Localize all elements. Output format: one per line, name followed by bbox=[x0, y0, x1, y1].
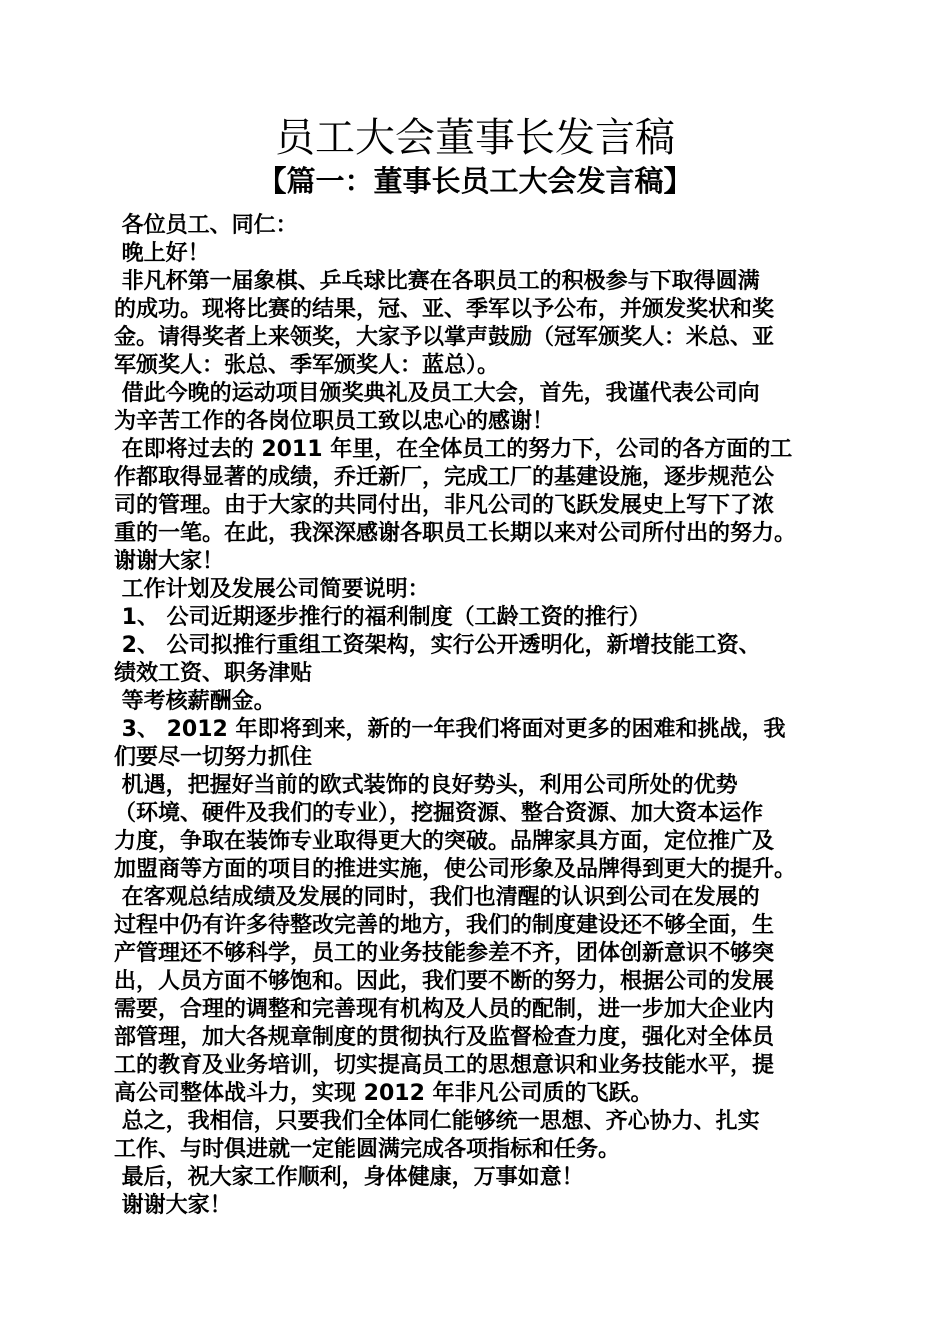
text-line: 作都取得显著的成绩，乔迁新厂，完成工厂的基建设施，逐步规范公 bbox=[114, 465, 775, 490]
text-line: 2、 公司拟推行重组工资架构，实行公开透明化，新增技能工资、 bbox=[114, 633, 761, 658]
text-line: 在客观总结成绩及发展的同时，我们也清醒的认识到公司在发展的 bbox=[114, 885, 760, 910]
text-line: 绩效工资、职务津贴 bbox=[114, 661, 313, 686]
text-line: 非凡杯第一届象棋、乒乓球比赛在各职员工的积极参与下取得圆满 bbox=[114, 269, 760, 294]
text-line: 1、 公司近期逐步推行的福利制度（工龄工资的推行） bbox=[114, 605, 651, 630]
document-body bbox=[114, 212, 850, 1220]
text-line: 们要尽一切努力抓住 bbox=[114, 745, 313, 770]
text-line: 出，人员方面不够饱和。因此，我们要不断的努力，根据公司的发展 bbox=[114, 969, 775, 994]
document-subtitle: 【篇一：董事长员工大会发言稿】 bbox=[257, 164, 693, 198]
text-line: 的成功。现将比赛的结果，冠、亚、季军以予公布，并颁发奖状和奖 bbox=[114, 297, 775, 322]
text-line: 产管理还不够科学，员工的业务技能参差不齐，团体创新意识不够突 bbox=[114, 941, 775, 966]
text-line: 部管理，加大各规章制度的贯彻执行及监督检查力度，强化对全体员 bbox=[114, 1025, 775, 1050]
text-line: 力度，争取在装饰专业取得更大的突破。品牌家具方面，定位推广及 bbox=[114, 829, 775, 854]
text-line: 机遇，把握好当前的欧式装饰的良好势头，利用公司所处的优势 bbox=[114, 773, 738, 798]
text-line: 工的教育及业务培训，切实提高员工的思想意识和业务技能水平，提 bbox=[114, 1053, 775, 1078]
text-line: 最后，祝大家工作顺利，身体健康，万事如意！ bbox=[114, 1165, 584, 1190]
text-line: 在即将过去的 2011 年里，在全体员工的努力下，公司的各方面的工 bbox=[114, 437, 793, 462]
text-line: 军颁奖人：张总、季军颁奖人：蓝总）。 bbox=[114, 353, 500, 378]
text-line: 重的一笔。在此，我深深感谢各职员工长期以来对公司所付出的努力。 bbox=[114, 521, 797, 546]
text-line: 工作计划及发展公司简要说明： bbox=[114, 577, 430, 602]
text-line: （环境、硬件及我们的专业），挖掘资源、整合资源、加大资本运作 bbox=[114, 801, 764, 826]
text-line: 加盟商等方面的项目的推进实施，使公司形象及品牌得到更大的提升。 bbox=[114, 857, 797, 882]
text-line: 高公司整体战斗力，实现 2012 年非凡公司质的飞跃。 bbox=[114, 1081, 653, 1106]
text-line: 司的管理。由于大家的共同付出，非凡公司的飞跃发展史上写下了浓 bbox=[114, 493, 775, 518]
text-line: 总之，我相信，只要我们全体同仁能够统一思想、齐心协力、扎实 bbox=[114, 1109, 760, 1134]
text-line: 金。请得奖者上来领奖，大家予以掌声鼓励（冠军颁奖人：米总、亚 bbox=[114, 325, 775, 350]
text-line: 过程中仍有许多待整改完善的地方，我们的制度建设还不够全面，生 bbox=[114, 913, 775, 938]
text-line: 等考核薪酬金。 bbox=[114, 689, 276, 714]
text-line: 谢谢大家！ bbox=[114, 549, 225, 574]
text-line: 晚上好！ bbox=[114, 241, 210, 266]
text-line: 为辛苦工作的各岗位职员工致以忠心的感谢！ bbox=[114, 409, 555, 434]
text-line: 谢谢大家！ bbox=[114, 1193, 232, 1218]
text-line: 借此今晚的运动项目颁奖典礼及员工大会，首先，我谨代表公司向 bbox=[114, 381, 760, 406]
text-line: 工作、与时俱进就一定能圆满完成各项指标和任务。 bbox=[114, 1137, 621, 1162]
text-line: 需要，合理的调整和完善现有机构及人员的配制，进一步加大企业内 bbox=[114, 997, 775, 1022]
text-line: 3、 2012 年即将到来，新的一年我们将面对更多的困难和挑战，我 bbox=[114, 717, 786, 742]
text-line: 各位员工、同仁： bbox=[114, 213, 298, 238]
document-title: 员工大会董事长发言稿 bbox=[275, 115, 675, 161]
